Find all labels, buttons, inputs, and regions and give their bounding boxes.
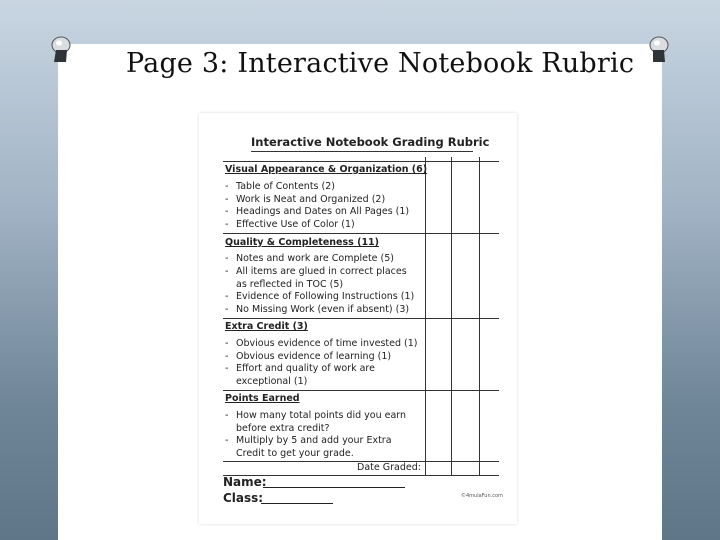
rubric-item: - How many total points did you earn before extra credit? <box>225 410 407 434</box>
section-heading: Quality & Completeness (11) <box>225 237 380 248</box>
rubric-item: - Multiply by 5 and add your Extra Credit to get your grade. <box>225 435 392 459</box>
section-heading: Extra Credit (3) <box>225 321 308 332</box>
name-label: Name: <box>223 475 267 489</box>
rubric-item: - Obvious evidence of learning (1) <box>225 350 392 362</box>
section-divider <box>223 318 499 319</box>
rubric-item: - Work is Neat and Organized (2) <box>225 193 386 205</box>
rubric-item: - Effort and quality of work are exceptional (1) <box>225 363 375 387</box>
rubric-item: - Evidence of Following Instructions (1) <box>225 291 415 302</box>
rubric-title-underline <box>251 151 473 152</box>
score-column-line <box>451 157 452 475</box>
rubric-item: - Effective Use of Color (1) <box>225 218 355 230</box>
class-label: Class: <box>223 491 264 505</box>
pushpin-left-icon <box>50 36 72 64</box>
rubric-item: - Obvious evidence of time invested (1) <box>225 338 418 349</box>
rubric-item: - Headings and Dates on All Pages (1) <box>225 206 410 217</box>
pushpin-right-icon <box>648 36 670 64</box>
rubric-title: Interactive Notebook Grading Rubric <box>251 135 490 149</box>
rubric-item: - No Missing Work (even if absent) (3) <box>225 303 410 315</box>
rubric-sheet <box>199 113 517 524</box>
score-column-line <box>425 157 426 475</box>
class-line <box>261 503 333 504</box>
score-column-line <box>479 157 480 475</box>
slide-title: Page 3: Interactive Notebook Rubric <box>126 48 635 79</box>
section-heading: Points Earned <box>225 393 300 404</box>
section-divider <box>223 161 499 162</box>
date-graded-label: Date Graded: <box>357 462 421 473</box>
name-line <box>263 487 405 488</box>
section-heading: Visual Appearance & Organization (6) <box>225 164 428 175</box>
section-divider <box>223 233 499 234</box>
rubric-item: - All items are glued in correct places as reflected in TOC (5) <box>225 266 407 290</box>
section-divider <box>223 390 499 391</box>
credit-text: ©4mulaFun.com <box>461 493 503 499</box>
rubric-item: - Table of Contents (2) <box>225 181 335 192</box>
rubric-item: - Notes and work are Complete (5) <box>225 253 395 264</box>
